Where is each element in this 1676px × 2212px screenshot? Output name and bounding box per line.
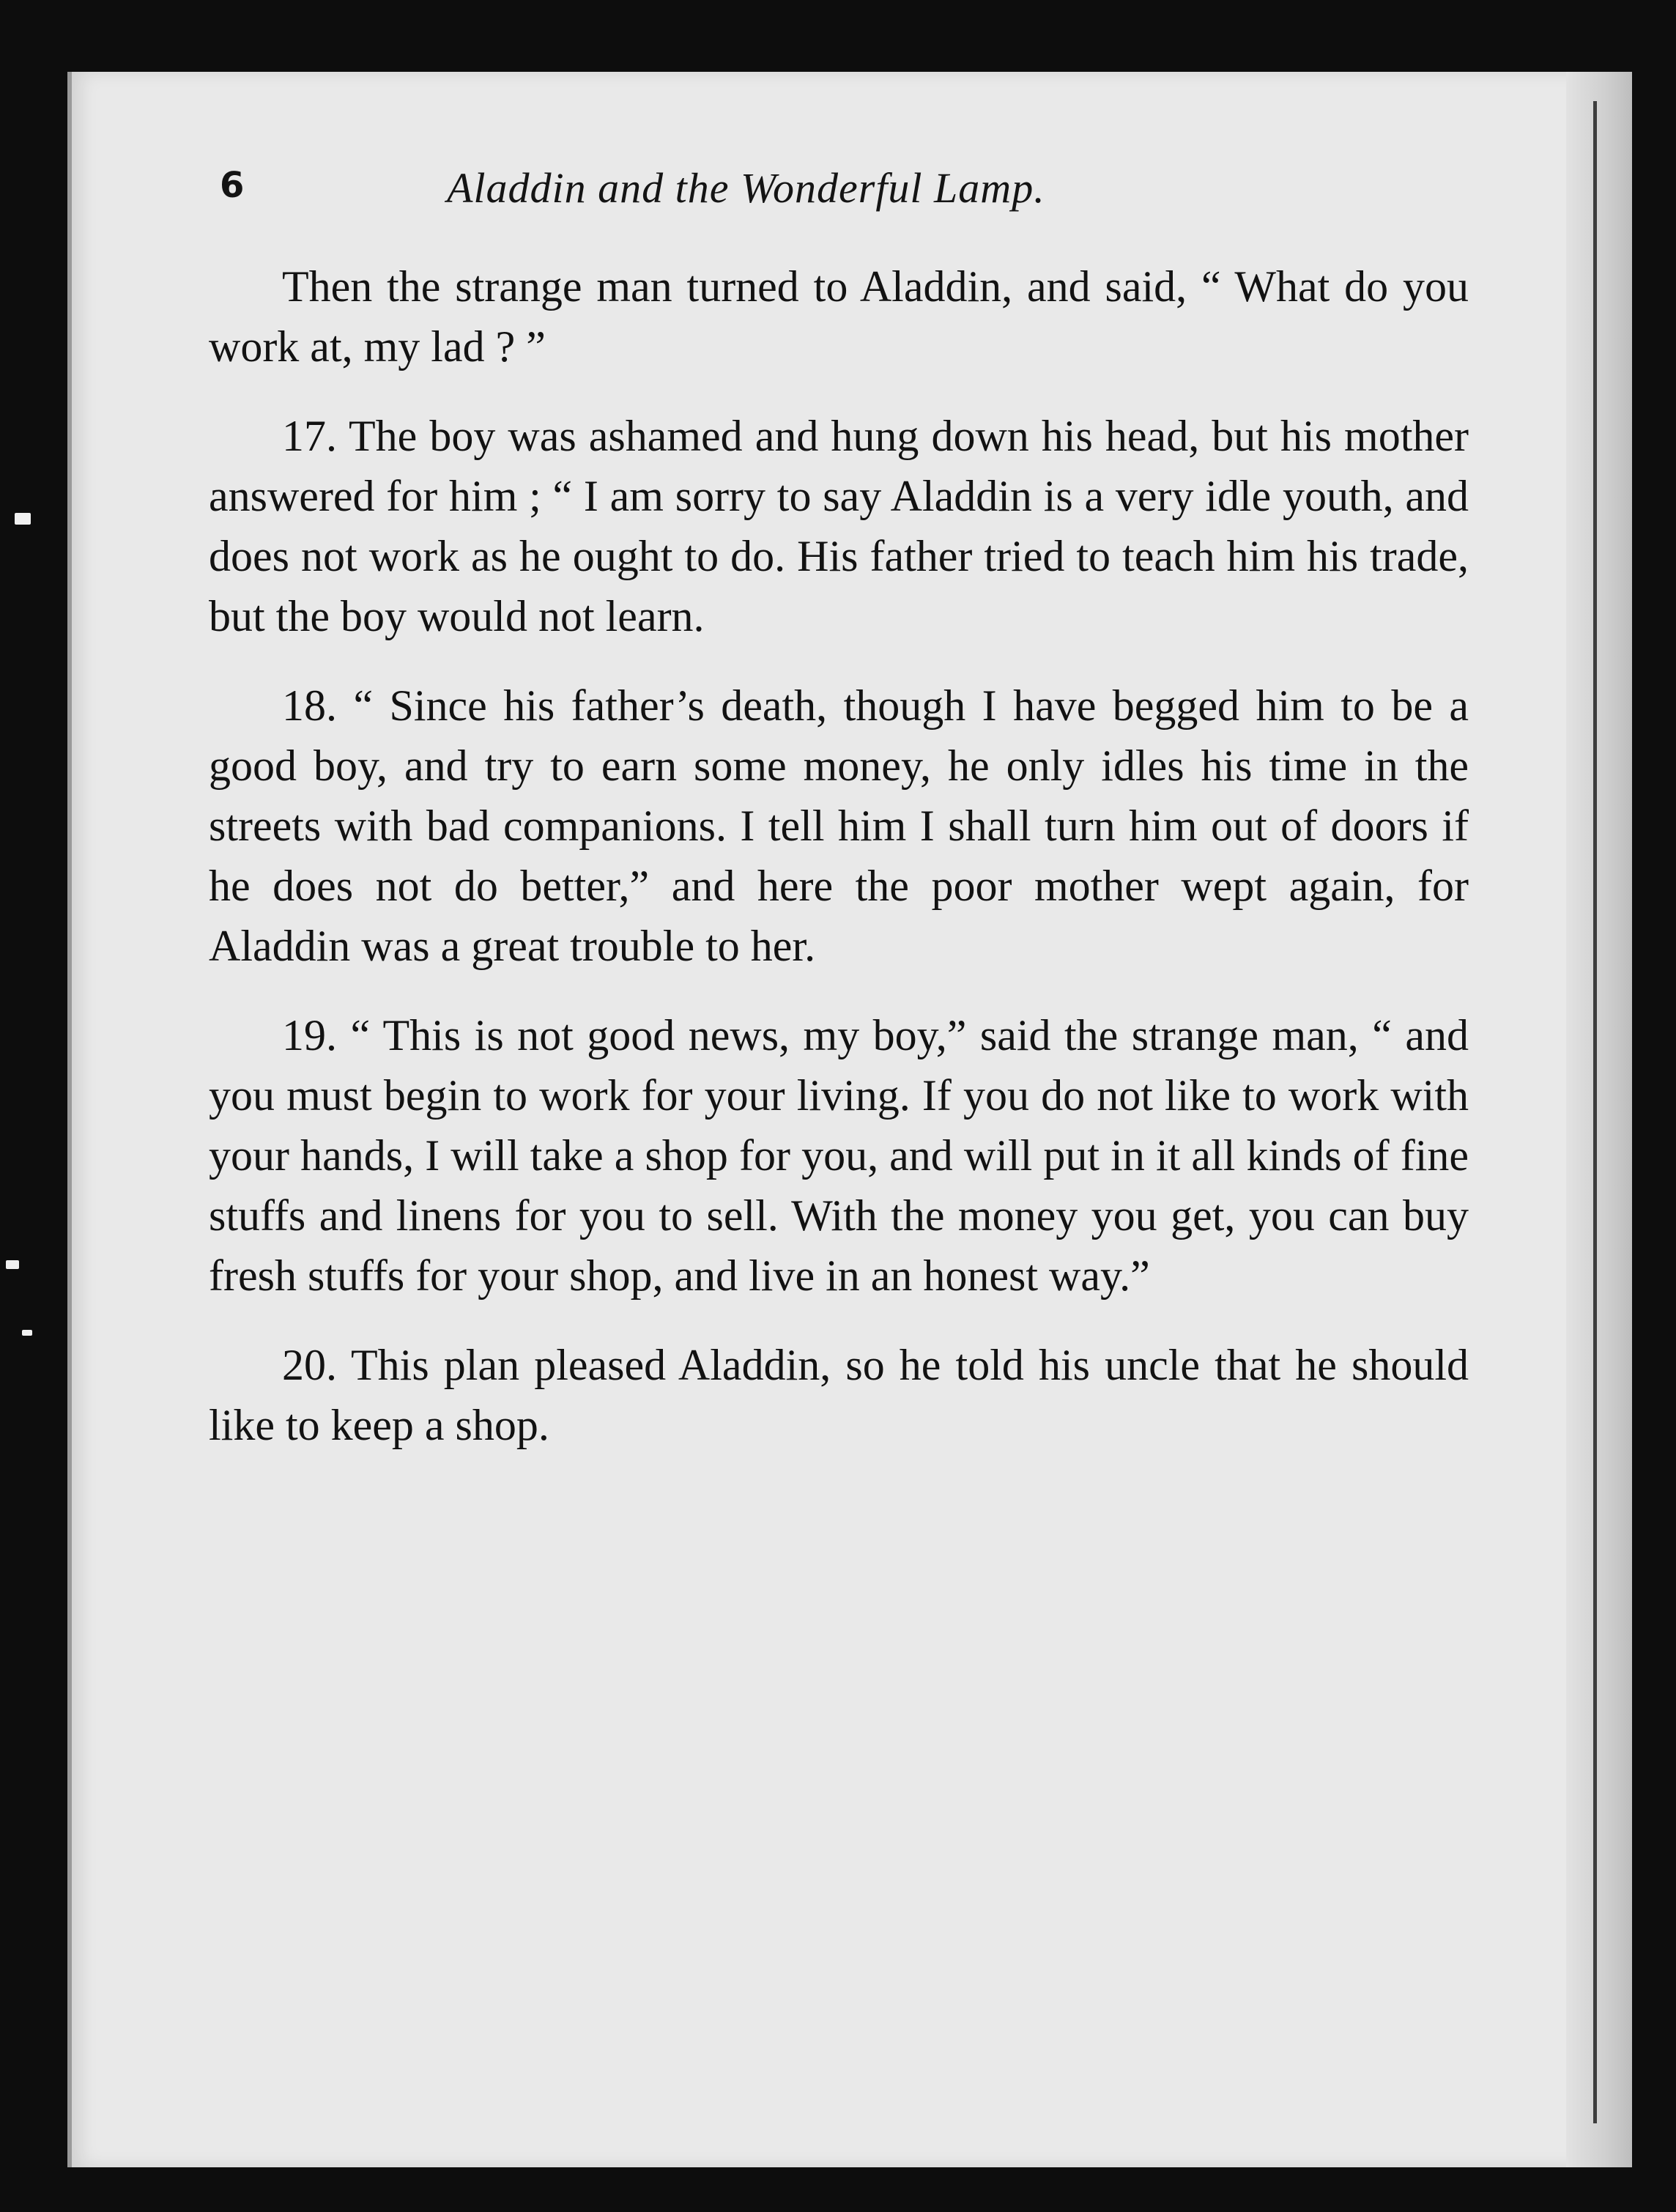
paragraph (209, 1335, 1469, 1455)
paragraph (209, 1005, 1469, 1306)
scan-speck (22, 1330, 32, 1336)
paragraph-text: This plan pleased Aladdin, so he told his uncle that he should like to keep a shop. (209, 1341, 1469, 1449)
paragraph-text: Then the strange man turned to Aladdin, and said, “ What do you work at, my lad ? ” (209, 262, 1469, 371)
binding-line (1593, 101, 1597, 2123)
paragraph-text: The boy was ashamed and hung down his head, but his mother answered for him ; “ I am sorry to say Aladdin is a very idle youth, and does not work as he ought to do. His father tried to teach him his trade, but the boy would not learn. (209, 412, 1469, 640)
scan-speck (6, 1260, 19, 1269)
paragraph (209, 406, 1469, 646)
scan-speck (15, 513, 31, 525)
page-number: 6 (220, 165, 245, 206)
paragraph (209, 256, 1469, 377)
page-gutter-edge (1566, 72, 1632, 2167)
paragraph-number: 19. (282, 1011, 337, 1059)
body-text (209, 256, 1469, 1484)
paragraph (209, 676, 1469, 976)
paragraph-number: 18. (282, 681, 337, 730)
running-title: Aladdin and the Wonderful Lamp. (447, 164, 1045, 212)
paragraph-text: “ Since his father’s death, though I have begged him to be a good boy, and try to earn some money, he only idles his time in the streets with bad companions. I tell him I shall turn him out of doors if he does not do better,” and here the poor mother wept again, for Aladdin was a great trouble to her. (209, 681, 1469, 970)
paragraph-number: 17. (282, 412, 337, 460)
page-header (220, 165, 1245, 238)
paragraph-text: “ This is not good news, my boy,” said the strange man, “ and you must begin to work for your living. If you do not like to work with your hands, I will take a shop for you, and will put in it all kinds of fine stuffs and linens for you to sell. With the money you get, you can buy fresh stuffs for your shop, and live in an honest way.” (209, 1011, 1469, 1300)
paragraph-number: 20. (282, 1341, 337, 1389)
